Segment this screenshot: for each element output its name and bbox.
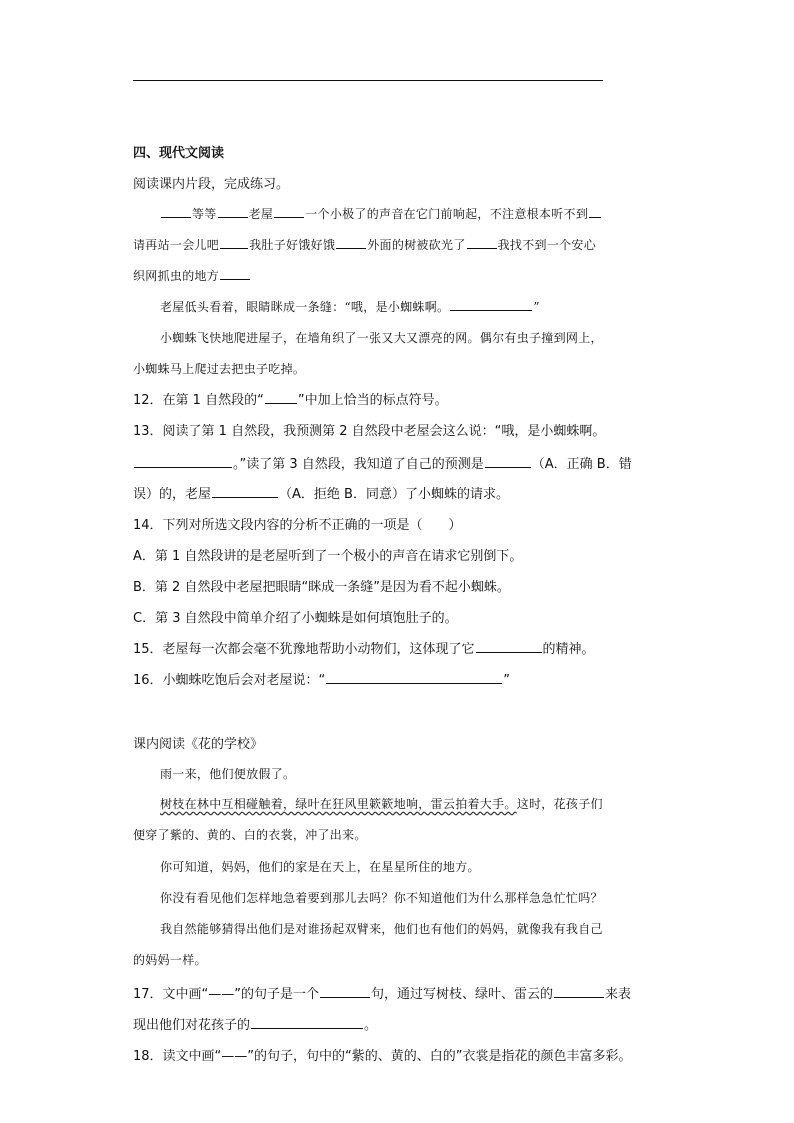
question-15: 15．老屋每一次都会毫不犹豫地帮助小动物们，这体现了它 的精神。 bbox=[133, 642, 595, 657]
passage2-heading: 课内阅读《花的学校》 bbox=[133, 737, 264, 752]
reading-instruction: 阅读课内片段，完成练习。 bbox=[133, 177, 290, 192]
answer-blank[interactable] bbox=[251, 1027, 363, 1029]
question-17-line2: 现出他们对花孩子的 。 bbox=[133, 1018, 378, 1033]
passage1-paragraph2: 老屋低头看着，眼睛眯成一条缝：“哦，是小蜘蛛啊。 ” bbox=[160, 300, 540, 314]
passage1-paragraph3-line2: 小蜘蛛马上爬过去把虫子吃掉。 bbox=[133, 362, 306, 376]
answer-blank[interactable] bbox=[265, 402, 297, 404]
passage1-line1: 等等 老屋 一个小极了的声音在它门前响起，不注意根本听不到 bbox=[160, 205, 602, 222]
punctuation-blank[interactable] bbox=[161, 216, 191, 218]
answer-line bbox=[133, 80, 603, 81]
option-a[interactable]: A．第 1 自然段讲的是老屋听到了一个极小的声音在请求它别倒下。 bbox=[133, 549, 523, 564]
punctuation-blank[interactable] bbox=[589, 216, 601, 218]
passage2-paragraph2-line1: 树枝在林中互相碰触着，绿叶在狂风里簌簌地响，雷云拍着大手。这时，花孩子们 bbox=[160, 797, 603, 811]
question-17-line1: 17．文中画“——”的句子是一个 句，通过写树枝、绿叶、雷云的 来表 bbox=[133, 987, 632, 1002]
question-12: 12．在第 1 自然段的“ ”中加上恰当的标点符号。 bbox=[133, 393, 448, 408]
passage2-paragraph5-line1: 我自然能够猜得出他们是对谁扬起双臂来，他们也有他们的妈妈，就像我有我自己 bbox=[160, 922, 603, 936]
question-16: 16．小蜘蛛吃饱后会对老屋说：“ ” bbox=[133, 673, 511, 688]
punctuation-blank[interactable] bbox=[220, 278, 250, 280]
punctuation-blank[interactable] bbox=[467, 247, 497, 249]
answer-blank[interactable] bbox=[485, 466, 531, 468]
answer-blank[interactable] bbox=[320, 996, 370, 998]
punctuation-blank[interactable] bbox=[274, 216, 304, 218]
punctuation-blank[interactable] bbox=[218, 216, 248, 218]
option-c[interactable]: C．第 3 自然段中简单介绍了小蜘蛛是如何填饱肚子的。 bbox=[133, 611, 458, 626]
answer-blank[interactable] bbox=[134, 466, 232, 468]
punctuation-blank[interactable] bbox=[220, 247, 248, 249]
answer-blank[interactable] bbox=[326, 682, 502, 684]
question-13-line3: 误）的，老屋 （A．拒绝 B．同意）了小蜘蛛的请求。 bbox=[133, 487, 509, 502]
passage2-paragraph3: 你可知道，妈妈，他们的家是在天上，在星星所住的地方。 bbox=[160, 860, 480, 874]
answer-blank[interactable] bbox=[554, 996, 604, 998]
passage1-paragraph3-line1: 小蜘蛛飞快地爬进屋子，在墙角织了一张又大又漂亮的网。偶尔有虫子撞到网上， bbox=[160, 331, 603, 345]
question-14: 14．下列对所选文段内容的分析不正确的一项是（ ） bbox=[133, 518, 462, 533]
passage2-paragraph4: 你没有看见他们怎样地急着要到那儿去吗？你不知道他们为什么那样急急忙忙吗？ bbox=[160, 891, 603, 905]
passage2-paragraph2-line2: 便穿了紫的、黄的、白的衣裳，冲了出来。 bbox=[133, 828, 367, 842]
answer-blank[interactable] bbox=[476, 651, 542, 653]
option-b[interactable]: B．第 2 自然段中老屋把眼睛“眯成一条缝”是因为看不起小蜘蛛。 bbox=[133, 580, 510, 595]
question-13-line2: 。”读了第 3 自然段，我知道了自己的预测是 （A．正确 B．错 bbox=[133, 453, 632, 472]
wavy-underlined-sentence: 树枝在林中互相碰触着，绿叶在狂风里簌簌地响，雷云拍着大手。 bbox=[160, 797, 517, 811]
question-18: 18．读文中画“——”的句子，句中的“紫的、黄的、白的”衣裳是指花的颜色丰富多彩。 bbox=[133, 1049, 632, 1064]
prediction-blank[interactable] bbox=[450, 309, 532, 311]
passage1-line2: 请再站一会儿吧 我肚子好饿好饿 外面的树被砍光了 我找不到一个安心 bbox=[133, 238, 597, 252]
passage2-paragraph5-line2: 的妈妈一样。 bbox=[133, 953, 207, 967]
section-title: 四、现代文阅读 bbox=[133, 146, 225, 161]
passage1-line3: 织网抓虫的地方 bbox=[133, 267, 251, 284]
passage2-paragraph1: 雨一来，他们便放假了。 bbox=[160, 767, 296, 781]
question-13-line1: 13．阅读了第 1 自然段，我预测第 2 自然段中老屋会这么说：“哦，是小蜘蛛啊。 bbox=[133, 424, 606, 439]
punctuation-blank[interactable] bbox=[336, 247, 366, 249]
answer-blank[interactable] bbox=[212, 496, 278, 498]
